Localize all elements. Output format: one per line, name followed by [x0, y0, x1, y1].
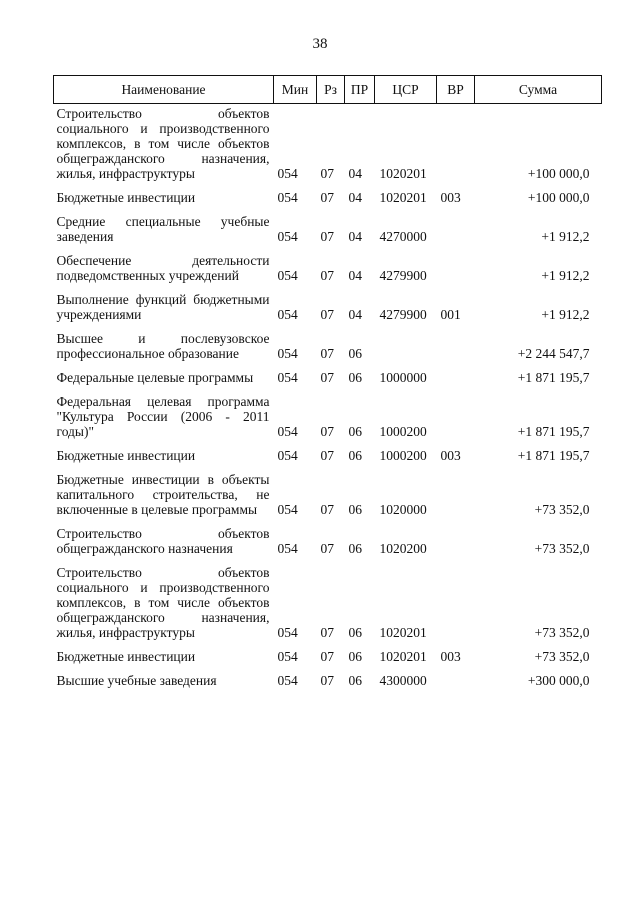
table-row	[54, 104, 602, 188]
table-row	[54, 646, 602, 670]
cell-rz: 07	[320, 370, 334, 385]
cell-min: 054	[277, 649, 298, 664]
cell-pr: 04	[348, 268, 362, 283]
cell-csr: 4300000	[379, 673, 427, 688]
table-body	[54, 104, 602, 695]
cell-min: 054	[277, 190, 298, 205]
cell-csr: 1000200	[379, 448, 427, 463]
cell-sum: +73 352,0	[534, 502, 590, 517]
table-row	[54, 523, 602, 562]
column-header-min: Мин	[274, 76, 317, 104]
cell-name: Бюджетные инвестиции	[56, 190, 196, 205]
cell-name: Бюджетные инвестиции в объекты капитального строительства, не включенные в целевые программы	[56, 472, 270, 517]
table-row	[54, 391, 602, 445]
cell-pr: 06	[348, 370, 362, 385]
cell-pr: 06	[348, 424, 362, 439]
cell-min: 054	[277, 307, 298, 322]
cell-vr	[437, 523, 475, 562]
cell-rz: 07	[320, 346, 334, 361]
cell-vr	[437, 328, 475, 367]
page-number: 38	[312, 36, 328, 52]
column-header-csr: ЦСР	[375, 76, 437, 104]
cell-vr: 003	[440, 448, 461, 463]
cell-csr: 1020201	[379, 625, 427, 640]
cell-min: 054	[277, 541, 298, 556]
cell-csr: 4270000	[379, 229, 427, 244]
cell-name: Бюджетные инвестиции	[56, 649, 196, 664]
cell-vr	[437, 211, 475, 250]
column-header-pr: ПР	[345, 76, 375, 104]
cell-min: 054	[277, 229, 298, 244]
column-header-name: Наименование	[54, 76, 274, 104]
cell-vr	[437, 391, 475, 445]
cell-rz: 07	[320, 625, 334, 640]
cell-min: 054	[277, 502, 298, 517]
cell-csr: 1020201	[379, 649, 427, 664]
cell-csr: 1000000	[379, 370, 427, 385]
cell-rz: 07	[320, 229, 334, 244]
cell-name: Федеральные целевые программы	[56, 370, 254, 385]
cell-pr: 04	[348, 307, 362, 322]
cell-vr	[437, 250, 475, 289]
cell-vr	[437, 469, 475, 523]
cell-csr: 4279900	[379, 268, 427, 283]
cell-pr: 06	[348, 673, 362, 688]
cell-name: Строительство объектов социального и производственного комплексов, в том числе объектов общегражданского назначения, жилья, инфраструктуры	[56, 106, 270, 181]
cell-min: 054	[277, 166, 298, 181]
cell-sum: +1 912,2	[541, 229, 590, 244]
cell-name: Средние специальные учебные заведения	[56, 214, 270, 244]
cell-csr: 1020201	[379, 166, 427, 181]
cell-rz: 07	[320, 649, 334, 664]
column-header-sum: Сумма	[475, 76, 602, 104]
cell-pr: 04	[348, 229, 362, 244]
cell-csr: 1000200	[379, 424, 427, 439]
table-row	[54, 367, 602, 391]
cell-sum: +73 352,0	[534, 541, 590, 556]
cell-sum: +1 871 195,7	[517, 448, 590, 463]
cell-rz: 07	[320, 268, 334, 283]
cell-csr: 1020201	[379, 190, 427, 205]
table-row	[54, 469, 602, 523]
column-header-rz: Рз	[317, 76, 345, 104]
table-row	[54, 670, 602, 694]
cell-pr: 06	[348, 448, 362, 463]
cell-rz: 07	[320, 673, 334, 688]
cell-sum: +73 352,0	[534, 649, 590, 664]
cell-sum: +1 871 195,7	[517, 424, 590, 439]
cell-sum: +300 000,0	[527, 673, 590, 688]
cell-name: Высшие учебные заведения	[56, 673, 217, 688]
cell-rz: 07	[320, 166, 334, 181]
table-row	[54, 328, 602, 367]
cell-sum: +1 912,2	[541, 307, 590, 322]
cell-min: 054	[277, 346, 298, 361]
cell-rz: 07	[320, 541, 334, 556]
cell-sum: +2 244 547,7	[517, 346, 590, 361]
cell-min: 054	[277, 370, 298, 385]
cell-pr: 06	[348, 541, 362, 556]
cell-rz: 07	[320, 448, 334, 463]
cell-sum: +100 000,0	[527, 166, 590, 181]
cell-csr: 1020000	[379, 502, 427, 517]
cell-pr: 04	[348, 166, 362, 181]
table-header	[54, 76, 602, 104]
cell-pr: 06	[348, 625, 362, 640]
cell-name: Федеральная целевая программа "Культура России (2006 - 2011 годы)"	[56, 394, 270, 439]
cell-min: 054	[277, 625, 298, 640]
cell-pr: 06	[348, 649, 362, 664]
cell-pr: 06	[348, 346, 362, 361]
cell-min: 054	[277, 448, 298, 463]
cell-sum: +73 352,0	[534, 625, 590, 640]
cell-vr: 003	[440, 190, 461, 205]
table-row	[54, 289, 602, 328]
cell-rz: 07	[320, 502, 334, 517]
cell-vr: 003	[440, 649, 461, 664]
cell-csr: 4279900	[379, 307, 427, 322]
table-row	[54, 187, 602, 211]
cell-name: Бюджетные инвестиции	[56, 448, 196, 463]
table-row	[54, 250, 602, 289]
column-header-vr: ВР	[437, 76, 475, 104]
cell-vr	[437, 367, 475, 391]
cell-name: Строительство объектов социального и производственного комплексов, в том числе объектов общегражданского назначения, жилья, инфраструктуры	[56, 565, 270, 640]
cell-min: 054	[277, 673, 298, 688]
cell-vr: 001	[440, 307, 461, 322]
cell-name: Высшее и послевузовское профессиональное образование	[56, 331, 270, 361]
cell-rz: 07	[320, 424, 334, 439]
cell-name: Строительство объектов общегражданского назначения	[56, 526, 270, 556]
cell-name: Обеспечение деятельности подведомственных учреждений	[56, 253, 270, 283]
table-row	[54, 445, 602, 469]
cell-min: 054	[277, 424, 298, 439]
cell-rz: 07	[320, 190, 334, 205]
cell-sum: +1 912,2	[541, 268, 590, 283]
cell-csr: 1020200	[379, 541, 427, 556]
cell-sum: +1 871 195,7	[517, 370, 590, 385]
cell-name: Выполнение функций бюджетными учреждениями	[56, 292, 270, 322]
cell-sum: +100 000,0	[527, 190, 590, 205]
cell-rz: 07	[320, 307, 334, 322]
cell-vr	[437, 104, 475, 188]
cell-pr: 06	[348, 502, 362, 517]
cell-vr	[437, 562, 475, 646]
cell-pr: 04	[348, 190, 362, 205]
cell-vr	[437, 670, 475, 694]
cell-min: 054	[277, 268, 298, 283]
table-row	[54, 211, 602, 250]
table-row	[54, 562, 602, 646]
budget-table	[53, 75, 602, 694]
cell-csr	[375, 328, 437, 367]
